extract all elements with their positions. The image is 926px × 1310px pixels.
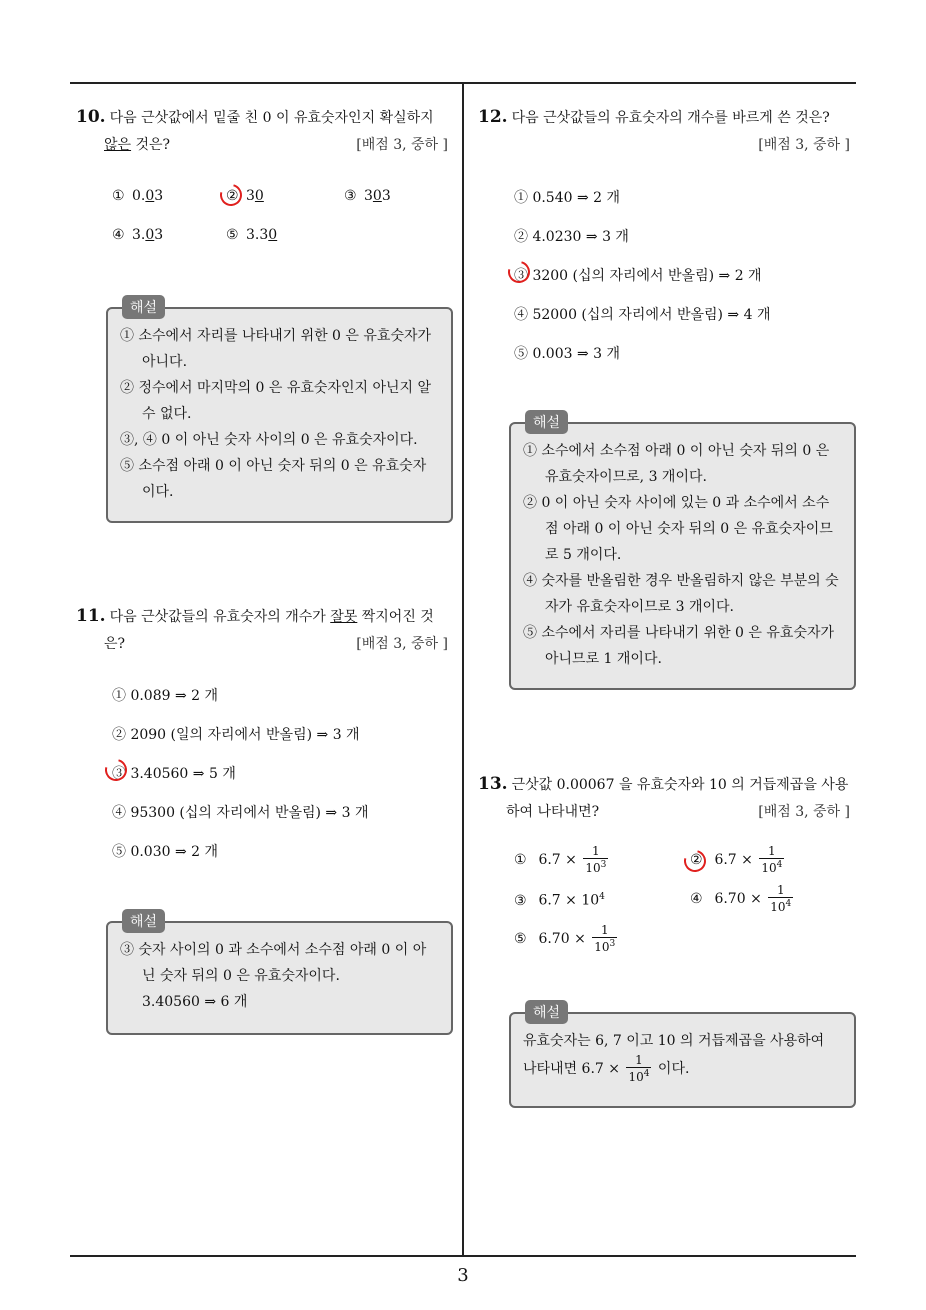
option-text: 3 [381,188,391,204]
base: 10 [585,861,601,875]
option-4[interactable]: ④ 95300 (십의 자리에서 반올림) ⇒ 3 개 [112,805,369,821]
solution-item: ⑤ 소수점 아래 0 이 아닌 숫자 뒤의 0 은 유효숫자이다. [120,458,427,500]
option-4[interactable] [112,227,163,243]
question-text: 것은? [131,137,171,153]
numerator: 1 [583,845,608,859]
option-text-underlined: 0 [372,188,382,204]
solution-line [523,1054,842,1084]
option-number: ④ [112,227,125,243]
question-11 [76,603,448,658]
page-number: 3 [457,1265,469,1286]
solution-box-12 [509,415,856,690]
option-text: 3 [154,227,164,243]
option-1[interactable] [112,188,163,204]
solution-box-11 [106,914,453,1035]
option-number: ② [226,188,239,204]
answer-circle-mark [216,180,246,210]
option-text: 6.7 × [714,852,753,868]
base: 10 [770,900,786,914]
option-number: ② [690,852,703,868]
solution-tag: 해설 [122,909,165,933]
option-number: ③ [514,892,527,909]
question-13 [478,771,850,826]
solution-line: 유효숫자는 6, 7 이고 10 의 거듭제곱을 사용하여 [523,1033,825,1049]
question-text: 다음 근삿값에서 밑줄 친 0 이 유효숫자인지 확실하지 [109,110,434,126]
option-3[interactable] [344,188,391,204]
bottom-rule [70,1255,856,1257]
numerator: 1 [768,884,793,898]
option-2[interactable]: ② 4.0230 ⇒ 3 개 [514,229,629,245]
solution-item: ④ 숫자를 반올림한 경우 반올림하지 않은 부분의 숫자가 유효숫자이므로 3 개이다. [523,573,839,615]
option-1[interactable]: ① 0.540 ⇒ 2 개 [514,190,621,206]
score-meta: [배점 3, 중하 ] [758,804,850,820]
question-text-underlined: 잘못 [330,609,358,625]
option-number: ① [514,852,527,868]
option-text: 3 [154,188,164,204]
score-meta: [배점 3, 중하 ] [356,137,448,153]
exponent: 4 [599,892,605,902]
fraction [592,924,617,954]
solution-tag: 해설 [525,410,568,434]
question-text: 다음 근삿값들의 유효숫자의 개수를 바르게 쓴 것은? [511,110,830,126]
option-4[interactable]: ④ 52000 (십의 자리에서 반올림) ⇒ 4 개 [514,307,771,323]
option-5[interactable] [226,227,277,243]
base: 10 [628,1070,644,1084]
solution-item: ① 소수에서 소수점 아래 0 이 아닌 숫자 뒤의 0 은 유효숫자이므로, 3 개이다. [523,443,830,485]
question-number: 11. [76,606,106,626]
option-text: 6.70 × [538,931,586,947]
option-1[interactable] [514,845,610,875]
numerator: 1 [759,845,784,859]
option-text-underlined: 0 [145,188,155,204]
solution-item: ② 정수에서 마지막의 0 은 유효숫자인지 아닌지 알 수 없다. [120,380,432,422]
option-5[interactable]: ⑤ 0.003 ⇒ 3 개 [514,346,621,362]
score-meta: [배점 3, 중하 ] [758,137,850,153]
exponent: 4 [776,860,783,870]
fraction [626,1054,651,1084]
solution-item: 3.40560 ⇒ 6 개 [142,994,248,1010]
solution-box-13 [509,1005,856,1108]
option-text: 3.3 [246,227,269,243]
option-number: ④ [690,891,703,907]
option-text: 3 [364,188,373,204]
exponent: 4 [785,899,792,909]
fraction [768,884,793,914]
option-text: 3 [246,188,255,204]
exponent: 3 [600,860,607,870]
question-text: 하여 나타내면? [506,804,600,820]
option-1[interactable]: ① 0.089 ⇒ 2 개 [112,688,219,704]
numerator: 1 [626,1054,651,1068]
option-4[interactable] [690,884,795,914]
option-number: ⑤ [514,931,527,947]
question-text: 은? [104,636,126,652]
solution-item: ② 0 이 아닌 숫자 사이에 있는 0 과 소수에서 소수점 아래 0 이 아닌 숫자 뒤의 0 은 유효숫자이므로 5 개이다. [523,495,833,563]
solution-box-10 [106,300,453,523]
question-10 [76,104,448,159]
denominator [626,1068,651,1084]
question-text-underlined: 않은 [104,137,132,153]
base: 10 [594,940,610,954]
solution-item: ③ 숫자 사이의 0 과 소수에서 소수점 아래 0 이 아닌 숫자 뒤의 0 은 유효숫자이다. [120,942,427,984]
question-12 [478,104,850,159]
fraction [583,845,608,875]
option-text: 0. [132,188,146,204]
solution-tag: 해설 [122,295,165,319]
option-text: 6.7 × 10 [538,892,600,909]
question-number: 10. [76,107,106,127]
exponent: 4 [643,1069,650,1079]
option-text-underlined: 0 [254,188,264,204]
denominator [583,859,608,875]
question-number: 12. [478,107,508,127]
option-text-underlined: 0 [268,227,278,243]
option-text-underlined: 0 [145,227,155,243]
option-text: 6.70 × [714,891,762,907]
option-number: ③ [344,188,357,204]
denominator [768,898,793,914]
denominator [592,938,617,954]
fraction [759,845,784,875]
option-3[interactable]: ③ 3.40560 ⇒ 5 개 [112,766,236,782]
score-meta: [배점 3, 중하 ] [356,636,448,652]
option-5[interactable]: ⑤ 0.030 ⇒ 2 개 [112,844,219,860]
option-number: ① [112,188,125,204]
denominator [759,859,784,875]
solution-text: 이다. [653,1061,690,1077]
option-2[interactable]: ② 2090 (일의 자리에서 반올림) ⇒ 3 개 [112,727,360,743]
solution-tag: 해설 [525,1000,568,1024]
numerator: 1 [592,924,617,938]
option-number: ⑤ [226,227,239,243]
exponent: 3 [609,939,616,949]
column-divider [462,82,464,1257]
question-text: 다음 근삿값들의 유효숫자의 개수가 [109,609,331,625]
solution-item: ⑤ 소수에서 자리를 나타내기 위한 0 은 유효숫자가 아니므로 1 개이다. [523,625,835,667]
option-3[interactable]: ③ 3200 (십의 자리에서 반올림) ⇒ 2 개 [514,268,762,284]
option-text: 3. [132,227,146,243]
solution-item: ① 소수에서 자리를 나타내기 위한 0 은 유효숫자가 아니다. [120,328,432,370]
solution-item: ③, ④ 0 이 아닌 숫자 사이의 0 은 유효숫자이다. [120,432,418,448]
question-text: 근삿값 0.00067 을 유효숫자와 10 의 거듭제곱을 사용 [511,777,849,793]
option-3[interactable] [514,892,605,909]
question-text: 짝지어진 것 [357,609,434,625]
option-5[interactable] [514,924,619,954]
base: 10 [761,861,777,875]
option-text: 6.7 × [538,852,577,868]
question-number: 13. [478,774,508,794]
solution-text: 나타내면 6.7 × [523,1061,620,1077]
